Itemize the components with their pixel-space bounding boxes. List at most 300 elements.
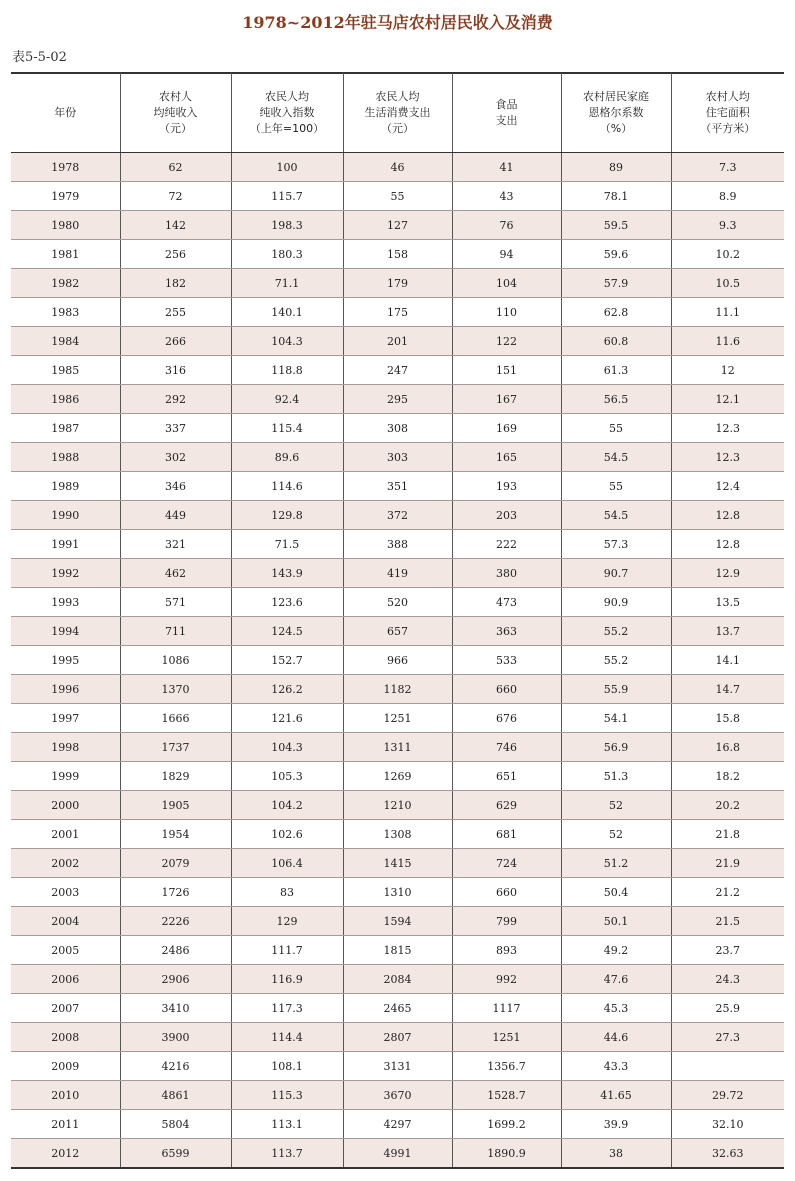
income-index-cell: 129 [231, 907, 343, 936]
income-index-cell: 198.3 [231, 211, 343, 240]
consumption-cell: 419 [343, 559, 452, 588]
food-expense-cell: 122 [452, 327, 561, 356]
table-row [11, 443, 784, 472]
engel-coefficient-cell: 54.5 [561, 443, 671, 472]
column-header-line: （上年=100） [249, 121, 325, 135]
net-income-cell: 337 [120, 414, 231, 443]
engel-coefficient-cell: 56.9 [561, 733, 671, 762]
net-income-cell: 266 [120, 327, 231, 356]
income-index-cell: 152.7 [231, 646, 343, 675]
consumption-cell: 158 [343, 240, 452, 269]
column-header-line: 恩格尔系数 [588, 105, 644, 119]
engel-coefficient-cell: 51.2 [561, 849, 671, 878]
net-income-cell: 2226 [120, 907, 231, 936]
engel-coefficient-cell: 45.3 [561, 994, 671, 1023]
column-header-line: 农村人 [159, 89, 192, 103]
year-cell: 1990 [11, 501, 120, 530]
income-index-cell: 117.3 [231, 994, 343, 1023]
page-title: 1978~2012年驻马店农村居民收入及消费 [242, 13, 553, 32]
net-income-cell: 462 [120, 559, 231, 588]
year-cell: 2002 [11, 849, 120, 878]
food-expense-cell: 1117 [452, 994, 561, 1023]
consumption-cell: 2465 [343, 994, 452, 1023]
year-header [11, 73, 120, 153]
table-row [11, 617, 784, 646]
consumption-cell: 46 [343, 153, 452, 182]
column-header-line: 农民人均 [265, 89, 309, 103]
year-cell: 1979 [11, 182, 120, 211]
year-cell: 2009 [11, 1052, 120, 1081]
year-cell: 1988 [11, 443, 120, 472]
housing-area-cell: 12.9 [671, 559, 784, 588]
income-consumption-table [11, 73, 784, 1169]
engel-coefficient-cell: 43.3 [561, 1052, 671, 1081]
consumption-cell: 520 [343, 588, 452, 617]
food-expense-cell: 629 [452, 791, 561, 820]
engel-coefficient-cell: 55.9 [561, 675, 671, 704]
food-expense-cell: 992 [452, 965, 561, 994]
table-row [11, 820, 784, 849]
table-number: 表5-5-02 [12, 50, 67, 65]
consumption-cell: 2807 [343, 1023, 452, 1052]
food-expense-cell: 1251 [452, 1023, 561, 1052]
income-index-cell: 100 [231, 153, 343, 182]
food-expense-cell: 799 [452, 907, 561, 936]
consumption-cell: 388 [343, 530, 452, 559]
net-income-cell: 2079 [120, 849, 231, 878]
net-income-cell: 3410 [120, 994, 231, 1023]
food-expense-cell: 473 [452, 588, 561, 617]
income-index-cell: 114.4 [231, 1023, 343, 1052]
engel-coefficient-cell: 55 [561, 414, 671, 443]
consumption-cell: 966 [343, 646, 452, 675]
consumption-cell: 3131 [343, 1052, 452, 1081]
table-row [11, 269, 784, 298]
housing-area-cell: 15.8 [671, 704, 784, 733]
net-income-cell: 5804 [120, 1110, 231, 1139]
housing-area-cell: 24.3 [671, 965, 784, 994]
engel-coefficient-cell: 54.1 [561, 704, 671, 733]
engel-coefficient-cell: 57.9 [561, 269, 671, 298]
column-header-line: 农民人均 [375, 89, 420, 103]
income-index-cell: 126.2 [231, 675, 343, 704]
food-expense-cell: 724 [452, 849, 561, 878]
food-expense-cell: 167 [452, 385, 561, 414]
column-header-line: （元） [159, 121, 192, 135]
year-cell: 2001 [11, 820, 120, 849]
consumption-cell: 4297 [343, 1110, 452, 1139]
income-index-cell: 113.7 [231, 1139, 343, 1169]
year-cell: 1994 [11, 617, 120, 646]
income-index-cell: 83 [231, 878, 343, 907]
net-income-cell: 571 [120, 588, 231, 617]
table-row [11, 327, 784, 356]
engel-coefficient-cell: 38 [561, 1139, 671, 1169]
food-expense-cell: 1528.7 [452, 1081, 561, 1110]
housing-area-cell: 12.4 [671, 472, 784, 501]
housing-area-cell: 32.63 [671, 1139, 784, 1169]
consumption-header [343, 73, 452, 153]
consumption-cell: 1415 [343, 849, 452, 878]
table-row [11, 472, 784, 501]
housing-area-cell: 32.10 [671, 1110, 784, 1139]
food-expense-cell: 193 [452, 472, 561, 501]
engel-coefficient-cell: 44.6 [561, 1023, 671, 1052]
table-row [11, 675, 784, 704]
table-row [11, 646, 784, 675]
year-cell: 1989 [11, 472, 120, 501]
consumption-cell: 1594 [343, 907, 452, 936]
net-income-cell: 1086 [120, 646, 231, 675]
income-index-cell: 115.3 [231, 1081, 343, 1110]
food-expense-cell: 660 [452, 878, 561, 907]
year-cell: 1984 [11, 327, 120, 356]
table-row [11, 385, 784, 414]
food-expense-cell: 222 [452, 530, 561, 559]
year-cell: 1978 [11, 153, 120, 182]
engel-coefficient-cell: 59.5 [561, 211, 671, 240]
engel-coefficient-cell: 52 [561, 791, 671, 820]
engel-coefficient-cell: 55.2 [561, 646, 671, 675]
income-index-cell: 71.5 [231, 530, 343, 559]
net-income-cell: 3900 [120, 1023, 231, 1052]
table-row [11, 240, 784, 269]
table-row [11, 849, 784, 878]
housing-area-cell: 29.72 [671, 1081, 784, 1110]
engel-coefficient-cell: 57.3 [561, 530, 671, 559]
table-row [11, 559, 784, 588]
net-income-cell: 1726 [120, 878, 231, 907]
table-row [11, 965, 784, 994]
column-header-line: 支出 [495, 113, 518, 127]
consumption-cell: 308 [343, 414, 452, 443]
net-income-cell: 72 [120, 182, 231, 211]
year-cell: 2007 [11, 994, 120, 1023]
net-income-cell: 292 [120, 385, 231, 414]
income-index-cell: 71.1 [231, 269, 343, 298]
housing-area-cell: 12.3 [671, 414, 784, 443]
food-expense-cell: 94 [452, 240, 561, 269]
consumption-cell: 201 [343, 327, 452, 356]
engel-coefficient-cell: 49.2 [561, 936, 671, 965]
net-income-cell: 4861 [120, 1081, 231, 1110]
food-expense-cell: 1890.9 [452, 1139, 561, 1169]
year-cell: 2000 [11, 791, 120, 820]
consumption-cell: 372 [343, 501, 452, 530]
consumption-cell: 1269 [343, 762, 452, 791]
table-row [11, 878, 784, 907]
housing-area-cell: 21.9 [671, 849, 784, 878]
engel-coefficient-cell: 78.1 [561, 182, 671, 211]
housing-area-cell: 11.1 [671, 298, 784, 327]
engel-coefficient-cell: 39.9 [561, 1110, 671, 1139]
housing-area-cell: 12.8 [671, 530, 784, 559]
housing-area-cell: 14.1 [671, 646, 784, 675]
consumption-cell: 1815 [343, 936, 452, 965]
table-row [11, 153, 784, 182]
net-income-cell: 1905 [120, 791, 231, 820]
income-index-cell: 121.6 [231, 704, 343, 733]
engel-coefficient-cell: 56.5 [561, 385, 671, 414]
housing-area-cell: 13.7 [671, 617, 784, 646]
net-income-cell: 321 [120, 530, 231, 559]
net-income-cell: 142 [120, 211, 231, 240]
consumption-cell: 175 [343, 298, 452, 327]
consumption-cell: 179 [343, 269, 452, 298]
housing-area-cell: 12.1 [671, 385, 784, 414]
income-index-cell: 180.3 [231, 240, 343, 269]
income-index-cell: 106.4 [231, 849, 343, 878]
net-income-cell: 2486 [120, 936, 231, 965]
year-cell: 1992 [11, 559, 120, 588]
housing-area-cell: 12 [671, 356, 784, 385]
net-income-cell: 256 [120, 240, 231, 269]
housing-area-cell: 25.9 [671, 994, 784, 1023]
engel-coefficient-cell: 51.3 [561, 762, 671, 791]
table-row [11, 907, 784, 936]
column-header-line: 食品 [495, 97, 518, 111]
consumption-cell: 3670 [343, 1081, 452, 1110]
consumption-cell: 1210 [343, 791, 452, 820]
table-row [11, 530, 784, 559]
food-expense-cell: 203 [452, 501, 561, 530]
table-body [11, 153, 784, 1169]
income-index-cell: 104.2 [231, 791, 343, 820]
housing-area-cell: 23.7 [671, 936, 784, 965]
housing-area-cell: 10.2 [671, 240, 784, 269]
housing-area-cell: 7.3 [671, 153, 784, 182]
engel-coefficient-cell: 41.65 [561, 1081, 671, 1110]
engel-coefficient-cell: 52 [561, 820, 671, 849]
year-cell: 2008 [11, 1023, 120, 1052]
table-row [11, 1110, 784, 1139]
income-index-cell: 140.1 [231, 298, 343, 327]
housing-area-cell: 21.2 [671, 878, 784, 907]
consumption-cell: 1311 [343, 733, 452, 762]
table-row [11, 1139, 784, 1169]
table-row [11, 704, 784, 733]
consumption-cell: 2084 [343, 965, 452, 994]
table-row [11, 588, 784, 617]
housing-area-cell: 10.5 [671, 269, 784, 298]
income-index-cell: 105.3 [231, 762, 343, 791]
housing-area-cell: 9.3 [671, 211, 784, 240]
housing-area-cell: 21.8 [671, 820, 784, 849]
net-income-cell: 182 [120, 269, 231, 298]
year-cell: 1997 [11, 704, 120, 733]
net-income-cell: 1666 [120, 704, 231, 733]
engel-coefficient-cell: 90.9 [561, 588, 671, 617]
year-cell: 1982 [11, 269, 120, 298]
consumption-cell: 657 [343, 617, 452, 646]
income-index-cell: 118.8 [231, 356, 343, 385]
table-row [11, 791, 784, 820]
food-expense-cell: 1699.2 [452, 1110, 561, 1139]
food-expense-cell: 533 [452, 646, 561, 675]
table-row [11, 1081, 784, 1110]
housing-area-cell: 16.8 [671, 733, 784, 762]
table-row [11, 356, 784, 385]
engel-coefficient-cell: 47.6 [561, 965, 671, 994]
net-income-cell: 316 [120, 356, 231, 385]
net-income-cell: 255 [120, 298, 231, 327]
engel-coefficient-cell: 89 [561, 153, 671, 182]
income-index-cell: 92.4 [231, 385, 343, 414]
housing-area-header [671, 73, 784, 153]
housing-area-cell: 18.2 [671, 762, 784, 791]
housing-area-cell: 14.7 [671, 675, 784, 704]
food-expense-cell: 660 [452, 675, 561, 704]
food-expense-cell: 165 [452, 443, 561, 472]
year-cell: 2004 [11, 907, 120, 936]
food-expense-header [452, 73, 561, 153]
year-cell: 1987 [11, 414, 120, 443]
net-income-cell: 346 [120, 472, 231, 501]
table-header-row [11, 73, 784, 153]
table-row [11, 414, 784, 443]
year-cell: 2011 [11, 1110, 120, 1139]
consumption-cell: 247 [343, 356, 452, 385]
net-income-cell: 449 [120, 501, 231, 530]
engel-coefficient-cell: 50.1 [561, 907, 671, 936]
housing-area-cell: 20.2 [671, 791, 784, 820]
table-row [11, 762, 784, 791]
housing-area-cell: 21.5 [671, 907, 784, 936]
food-expense-cell: 104 [452, 269, 561, 298]
table-row [11, 1052, 784, 1081]
column-header-line: （平方米） [700, 121, 756, 135]
year-cell: 2012 [11, 1139, 120, 1169]
consumption-cell: 1182 [343, 675, 452, 704]
engel-coefficient-cell: 50.4 [561, 878, 671, 907]
column-header-line: 均纯收入 [153, 105, 198, 119]
net-income-cell: 302 [120, 443, 231, 472]
income-index-cell: 129.8 [231, 501, 343, 530]
consumption-cell: 55 [343, 182, 452, 211]
income-index-cell: 111.7 [231, 936, 343, 965]
food-expense-cell: 363 [452, 617, 561, 646]
engel-coefficient-header [561, 73, 671, 153]
food-expense-cell: 651 [452, 762, 561, 791]
year-cell: 1995 [11, 646, 120, 675]
table-row [11, 501, 784, 530]
column-header-line: 年份 [54, 105, 77, 119]
table-row [11, 994, 784, 1023]
column-header-line: 生活消费支出 [364, 105, 431, 119]
table-row [11, 733, 784, 762]
food-expense-cell: 76 [452, 211, 561, 240]
income-index-cell: 108.1 [231, 1052, 343, 1081]
year-cell: 1986 [11, 385, 120, 414]
consumption-cell: 1310 [343, 878, 452, 907]
column-header-line: （元） [381, 121, 414, 135]
year-cell: 1999 [11, 762, 120, 791]
income-index-cell: 124.5 [231, 617, 343, 646]
year-cell: 1985 [11, 356, 120, 385]
housing-area-cell: 12.3 [671, 443, 784, 472]
year-cell: 2010 [11, 1081, 120, 1110]
income-index-header [231, 73, 343, 153]
income-index-cell: 102.6 [231, 820, 343, 849]
net-income-cell: 2906 [120, 965, 231, 994]
table-row [11, 1023, 784, 1052]
consumption-cell: 351 [343, 472, 452, 501]
net-income-cell: 711 [120, 617, 231, 646]
net-income-cell: 1370 [120, 675, 231, 704]
table-row [11, 211, 784, 240]
income-index-cell: 115.4 [231, 414, 343, 443]
income-index-cell: 104.3 [231, 327, 343, 356]
income-index-cell: 115.7 [231, 182, 343, 211]
food-expense-cell: 169 [452, 414, 561, 443]
year-cell: 1983 [11, 298, 120, 327]
consumption-cell: 4991 [343, 1139, 452, 1169]
food-expense-cell: 41 [452, 153, 561, 182]
consumption-cell: 1308 [343, 820, 452, 849]
food-expense-cell: 681 [452, 820, 561, 849]
column-header-line: 住宅面积 [705, 105, 750, 119]
housing-area-cell: 12.8 [671, 501, 784, 530]
year-cell: 1980 [11, 211, 120, 240]
net-income-cell: 1737 [120, 733, 231, 762]
year-cell: 2006 [11, 965, 120, 994]
engel-coefficient-cell: 59.6 [561, 240, 671, 269]
income-index-cell: 123.6 [231, 588, 343, 617]
food-expense-cell: 676 [452, 704, 561, 733]
year-cell: 1996 [11, 675, 120, 704]
net-income-header [120, 73, 231, 153]
income-index-cell: 104.3 [231, 733, 343, 762]
year-cell: 1981 [11, 240, 120, 269]
consumption-cell: 303 [343, 443, 452, 472]
engel-coefficient-cell: 61.3 [561, 356, 671, 385]
engel-coefficient-cell: 54.5 [561, 501, 671, 530]
food-expense-cell: 110 [452, 298, 561, 327]
net-income-cell: 6599 [120, 1139, 231, 1169]
food-expense-cell: 893 [452, 936, 561, 965]
income-index-cell: 143.9 [231, 559, 343, 588]
net-income-cell: 62 [120, 153, 231, 182]
food-expense-cell: 380 [452, 559, 561, 588]
net-income-cell: 4216 [120, 1052, 231, 1081]
food-expense-cell: 151 [452, 356, 561, 385]
net-income-cell: 1954 [120, 820, 231, 849]
food-expense-cell: 1356.7 [452, 1052, 561, 1081]
income-index-cell: 116.9 [231, 965, 343, 994]
income-index-cell: 89.6 [231, 443, 343, 472]
column-header-line: 纯收入指数 [259, 105, 315, 119]
consumption-cell: 1251 [343, 704, 452, 733]
housing-area-cell: 27.3 [671, 1023, 784, 1052]
housing-area-cell [671, 1052, 784, 1081]
year-cell: 1998 [11, 733, 120, 762]
column-header-line: 农村人均 [705, 89, 750, 103]
housing-area-cell: 11.6 [671, 327, 784, 356]
housing-area-cell: 8.9 [671, 182, 784, 211]
consumption-cell: 295 [343, 385, 452, 414]
column-header-line: （%） [599, 121, 633, 135]
table-row [11, 298, 784, 327]
year-cell: 2003 [11, 878, 120, 907]
year-cell: 1993 [11, 588, 120, 617]
engel-coefficient-cell: 55.2 [561, 617, 671, 646]
food-expense-cell: 43 [452, 182, 561, 211]
engel-coefficient-cell: 90.7 [561, 559, 671, 588]
table-row [11, 936, 784, 965]
income-index-cell: 114.6 [231, 472, 343, 501]
housing-area-cell: 13.5 [671, 588, 784, 617]
consumption-cell: 127 [343, 211, 452, 240]
